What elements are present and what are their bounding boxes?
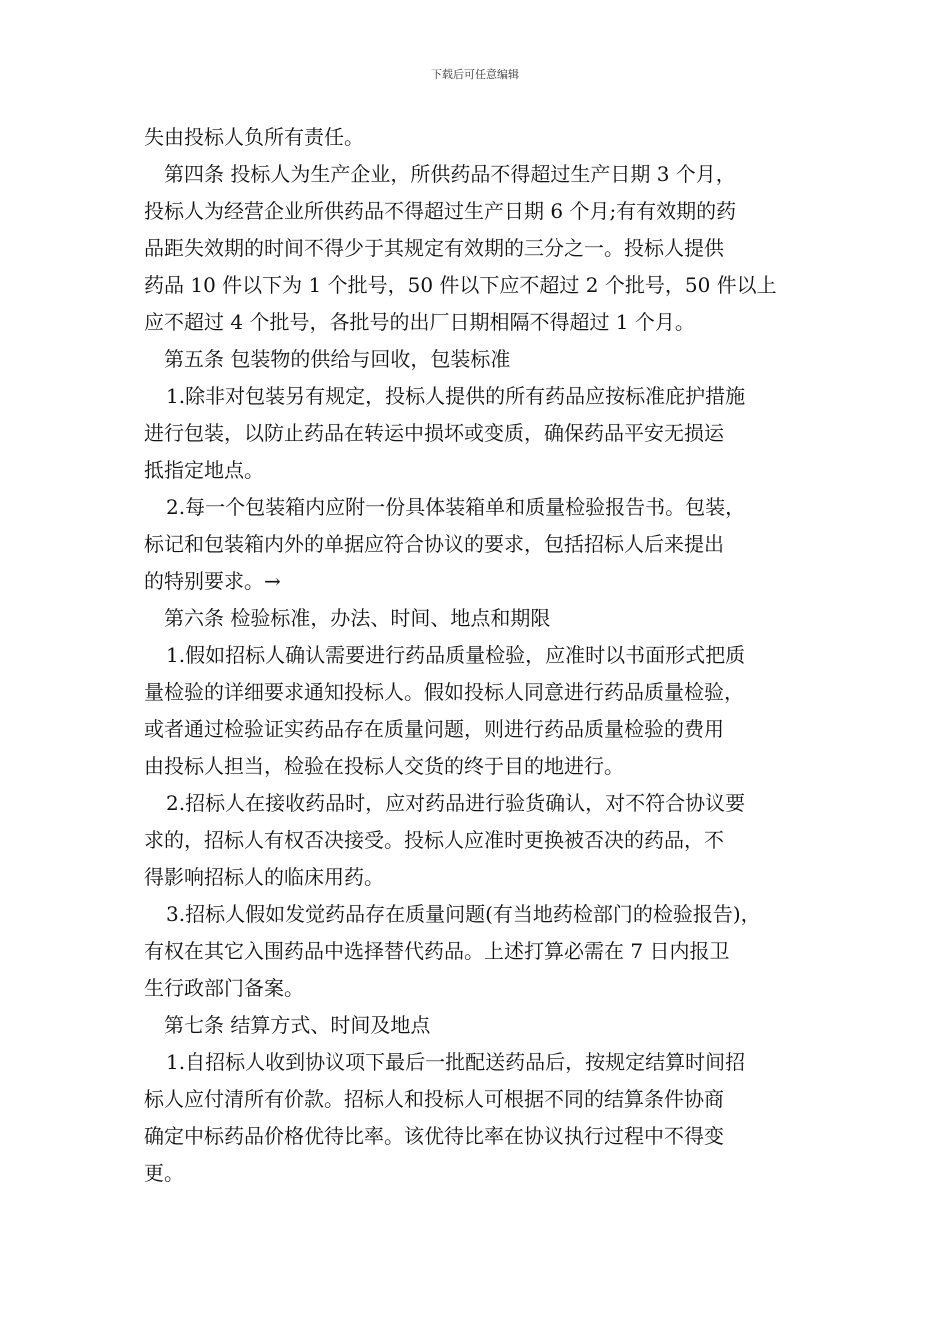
text-line: 第四条 投标人为生产企业，所供药品不得超过生产日期 3 个月， — [164, 162, 736, 186]
text-line: 1.除非对包装另有规定，投标人提供的所有药品应按标准庇护措施 — [166, 384, 746, 408]
text-line: 1.假如招标人确认需要进行药品质量检验，应准时以书面形式把质 — [166, 643, 746, 667]
text-line: 应不超过 4 个批号，各批号的出厂日期相隔不得超过 1 个月。 — [144, 310, 695, 334]
text-line: 1.自招标人收到协议项下最后一批配送药品后，按规定结算时间招 — [166, 1050, 746, 1074]
text-line: 或者通过检验证实药品存在质量问题，则进行药品质量检验的费用 — [144, 717, 724, 741]
text-line: 的特别要求。→ — [144, 569, 281, 593]
document-body — [144, 119, 809, 1192]
text-line: 药品 10 件以下为 1 个批号，50 件以下应不超过 2 个批号，50 件以上 — [144, 273, 777, 297]
text-line: 生行政部门备案。 — [144, 976, 304, 1000]
text-line: 标记和包装箱内外的单据应符合协议的要求，包括招标人后来提出 — [144, 532, 724, 556]
text-line: 第五条 包装物的供给与回收，包装标准 — [164, 347, 511, 371]
text-line: 由投标人担当，检验在投标人交货的终于目的地进行。 — [144, 754, 624, 778]
text-line: 更。 — [144, 1161, 184, 1185]
text-line: 第六条 检验标准，办法、时间、地点和期限 — [164, 606, 551, 630]
text-line: 品距失效期的时间不得少于其规定有效期的三分之一。投标人提供 — [144, 236, 724, 260]
text-line: 得影响招标人的临床用药。 — [144, 865, 384, 889]
text-line: 失由投标人负所有责任。 — [144, 125, 364, 149]
header-note: 下载后可任意编辑 — [431, 68, 519, 81]
text-line: 第七条 结算方式、时间及地点 — [164, 1013, 431, 1037]
text-line: 有权在其它入围药品中选择替代药品。上述打算必需在 7 日内报卫 — [144, 939, 730, 963]
text-line: 投标人为经营企业所供药品不得超过生产日期 6 个月;有有效期的药 — [144, 199, 737, 223]
text-line: 进行包装，以防止药品在转运中损坏或变质，确保药品平安无损运 — [144, 421, 724, 445]
text-line: 2.每一个包装箱内应附一份具体装箱单和质量检验报告书。包装， — [166, 495, 746, 519]
text-line: 标人应付清所有价款。招标人和投标人可根据不同的结算条件协商 — [144, 1087, 724, 1111]
text-line: 求的，招标人有权否决接受。投标人应准时更换被否决的药品，不 — [144, 828, 724, 852]
text-line: 3.招标人假如发觉药品存在质量问题(有当地药检部门的检验报告)， — [166, 902, 761, 926]
text-line: 2.招标人在接收药品时，应对药品进行验货确认，对不符合协议要 — [166, 791, 746, 815]
text-line: 抵指定地点。 — [144, 458, 264, 482]
text-line: 量检验的详细要求通知投标人。假如投标人同意进行药品质量检验， — [144, 680, 744, 704]
text-line: 确定中标药品价格优待比率。该优待比率在协议执行过程中不得变 — [144, 1124, 724, 1148]
